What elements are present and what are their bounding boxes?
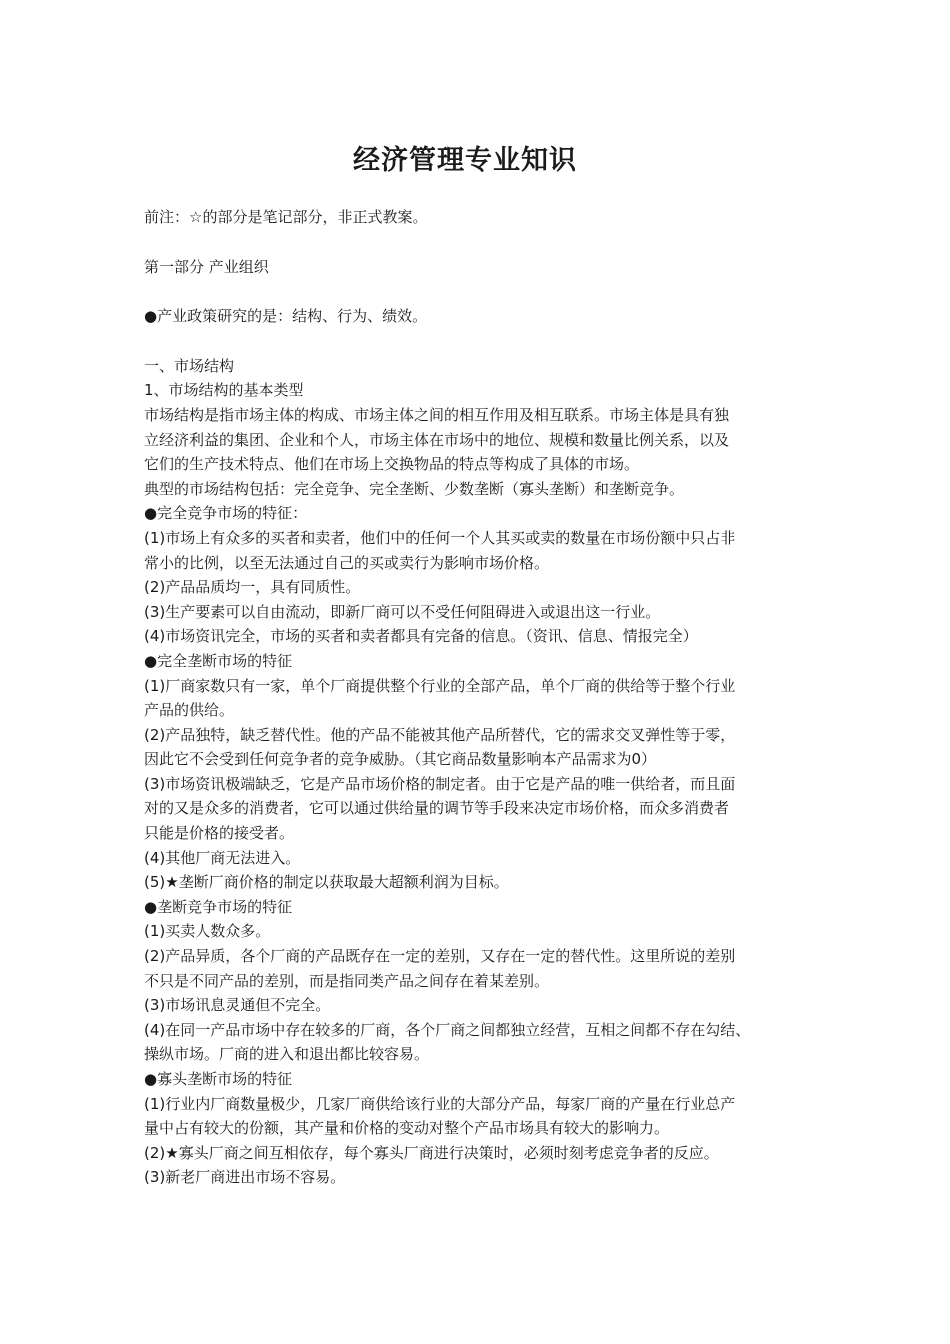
list-item: (4)其他厂商无法进入。 [144, 848, 301, 867]
list-item-cont: 产品的供给。 [144, 701, 235, 720]
list-item: (1)买卖人数众多。 [144, 922, 271, 941]
list-item-cont: 不只是不同产品的差别，而是指同类产品之间存在着某差别。 [144, 971, 550, 990]
paragraph-line: 立经济利益的集团、企业和个人，市场主体在市场中的地位、规模和数量比例关系，以及 [144, 430, 730, 449]
list-item-cont: 量中占有较大的份额，其产量和价格的变动对整个产品市场具有较大的影响力。 [144, 1119, 670, 1138]
paragraph-line: 典型的市场结构包括：完全竞争、完全垄断、少数垄断（寡头垄断）和垄断竞争。 [144, 479, 685, 498]
list-item: (3)市场讯息灵通但不完全。 [144, 996, 331, 1015]
list-item: (3)新老厂商进出市场不容易。 [144, 1168, 346, 1187]
list-item: (3)生产要素可以自由流动，即新厂商可以不受任何阻碍进入或退出这一行业。 [144, 602, 661, 621]
section-heading: 一、市场结构 [144, 356, 235, 375]
subsection-heading: 1、市场结构的基本类型 [144, 381, 304, 400]
policy-note: ●产业政策研究的是：结构、行为、绩效。 [144, 307, 428, 326]
list-item-cont: 只能是价格的接受者。 [144, 824, 295, 843]
bullet-heading: ●完全竞争市场的特征： [144, 504, 308, 523]
blank-line [144, 279, 844, 304]
blank-line [144, 230, 844, 255]
list-item: (1)厂商家数只有一家，单个厂商提供整个行业的全部产品，单个厂商的供给等于整个行业 [144, 676, 736, 695]
bullet-heading: ●垄断竞争市场的特征 [144, 897, 293, 916]
list-item: (2)★寡头厂商之间互相依存，每个寡头厂商进行决策时，必须时刻考虑竞争者的反应。 [144, 1143, 719, 1162]
paragraph-line: 它们的生产技术特点、他们在市场上交换物品的特点等构成了具体的市场。 [144, 455, 640, 474]
list-item: (2)产品品质均一，具有同质性。 [144, 578, 361, 597]
list-item-cont: 常小的比例，以至无法通过自己的买或卖行为影响市场价格。 [144, 553, 550, 572]
blank-line [144, 329, 844, 354]
paragraph-line: 市场结构是指市场主体的构成、市场主体之间的相互作用及相互联系。市场主体是具有独 [144, 405, 730, 424]
list-item: (1)行业内厂商数量极少，几家厂商供给该行业的大部分产品，每家厂商的产量在行业总产 [144, 1094, 736, 1113]
document-body [144, 205, 844, 1190]
list-item-cont: 因此它不会受到任何竞争者的竞争威胁。（其它商品数量影响本产品需求为0） [144, 750, 657, 769]
list-item: (5)★垄断厂商价格的制定以获取最大超额利润为目标。 [144, 873, 509, 892]
list-item: (3)市场资讯极端缺乏，它是产品市场价格的制定者。由于它是产品的唯一供给者，而且面 [144, 774, 736, 793]
list-item-cont: 操纵市场。厂商的进入和退出都比较容易。 [144, 1045, 430, 1064]
part-heading: 第一部分 产业组织 [144, 257, 269, 276]
list-item: (4)市场资讯完全，市场的买者和卖者都具有完备的信息。（资讯、信息、情报完全） [144, 627, 698, 646]
bullet-heading: ●寡头垄断市场的特征 [144, 1070, 293, 1088]
preface-note: 前注：☆的部分是笔记部分，非正式教案。 [144, 208, 428, 226]
list-item-cont: 对的又是众多的消费者，它可以通过供给量的调节等手段来决定市场价格，而众多消费者 [144, 799, 730, 818]
list-item: (2)产品独特，缺乏替代性。他的产品不能被其他产品所替代，它的需求交叉弹性等于零， [144, 725, 736, 744]
list-item: (1)市场上有众多的买者和卖者，他们中的任何一个人其买或卖的数量在市场份额中只占非 [144, 528, 736, 547]
bullet-heading: ●完全垄断市场的特征 [144, 651, 293, 670]
list-item: (4)在同一产品市场中存在较多的厂商，各个厂商之间都独立经营，互相之间都不存在勾结、 [144, 1020, 751, 1039]
document-title: 经济管理专业知识 [353, 145, 577, 176]
list-item: (2)产品异质，各个厂商的产品既存在一定的差别，又存在一定的替代性。这里所说的差别 [144, 947, 736, 966]
